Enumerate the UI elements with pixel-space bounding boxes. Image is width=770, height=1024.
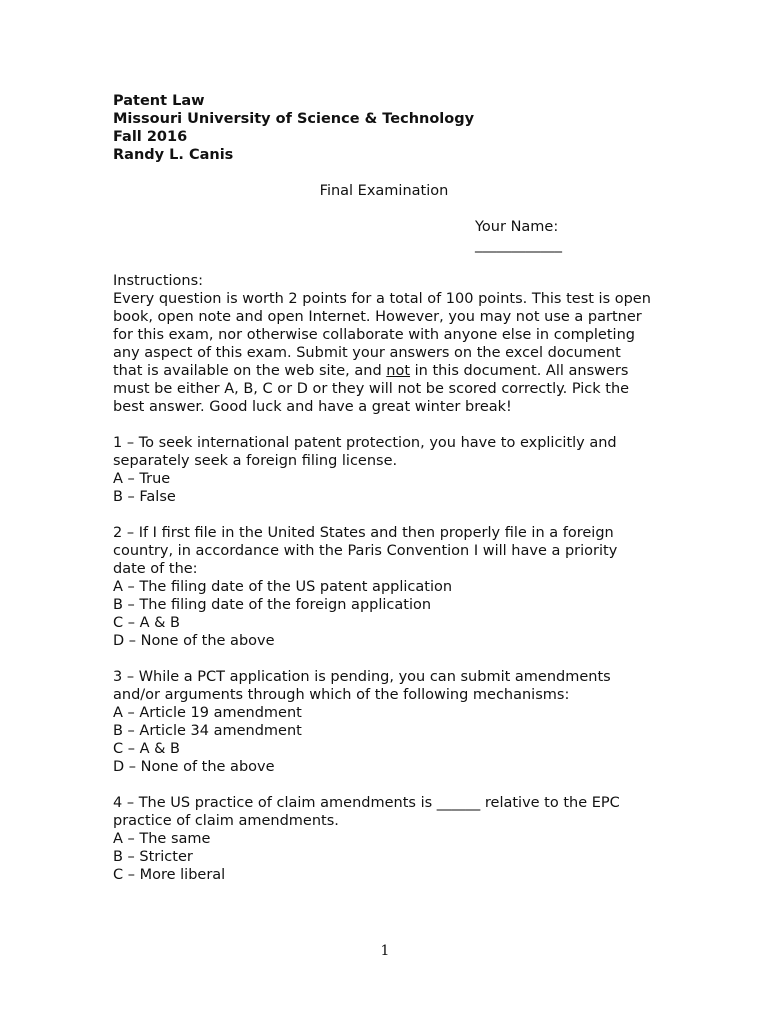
question-text: 4 – The US practice of claim amendments is ______ relative to the EPC practice of claim amendments. (113, 795, 620, 829)
answer-option: C – More liberal (113, 867, 226, 883)
answer-option: D – None of the above (113, 759, 275, 775)
answer-option: A – Article 19 amendment (113, 705, 302, 721)
exam-title: Final Examination (319, 183, 449, 199)
question-2 (113, 524, 653, 650)
school-name: Missouri University of Science & Technology (113, 111, 475, 127)
question-text: 2 – If I first file in the United States and then properly file in a foreign country, in accordance with the Paris Convention I will have a priority date of the: (113, 525, 618, 577)
instructor-name: Randy L. Canis (113, 147, 234, 163)
answer-option: A – The same (113, 831, 211, 847)
page-number: 1 (380, 943, 390, 959)
name-field (113, 218, 653, 254)
answer-option: B – False (113, 489, 176, 505)
course-name: Patent Law (113, 93, 205, 109)
question-text: 3 – While a PCT application is pending, you can submit amendments and/or arguments through which of the following mechanisms: (113, 669, 611, 703)
instructions-section (113, 272, 653, 416)
question-3 (113, 668, 653, 776)
question-text: 1 – To seek international patent protection, you have to explicitly and separately seek a foreign filing license. (113, 435, 617, 469)
instructions-text-after: in this document. All answers must be either A, B, C or D or they will not be scored correctly. Pick the best answer. Good luck and have a great winter break! (113, 363, 630, 415)
term: Fall 2016 (113, 129, 188, 145)
answer-option: B – Stricter (113, 849, 193, 865)
instructions-underlined-word: not (386, 363, 411, 379)
question-4 (113, 794, 653, 884)
answer-option: D – None of the above (113, 633, 275, 649)
instructions-text-before: Every question is worth 2 points for a total of 100 points. This test is open book, open note and open Internet. However, you may not use a partner for this exam, nor otherwise collaborate with anyone else in completing any aspect of this exam. Submit your answers on the excel document that is available on the web site, and (113, 291, 651, 379)
instructions-heading: Instructions: (113, 273, 204, 289)
answer-option: A – True (113, 471, 171, 487)
name-label: Your Name: (475, 219, 559, 235)
answer-option: C – A & B (113, 615, 180, 631)
question-1 (113, 434, 653, 506)
answer-option: C – A & B (113, 741, 180, 757)
answer-option: B – The filing date of the foreign application (113, 597, 432, 613)
course-header (113, 92, 653, 164)
answer-option: A – The filing date of the US patent application (113, 579, 453, 595)
document-body (113, 92, 653, 884)
answer-option: B – Article 34 amendment (113, 723, 302, 739)
name-blank-line: ____________ (475, 237, 562, 253)
instructions-body (113, 290, 653, 416)
